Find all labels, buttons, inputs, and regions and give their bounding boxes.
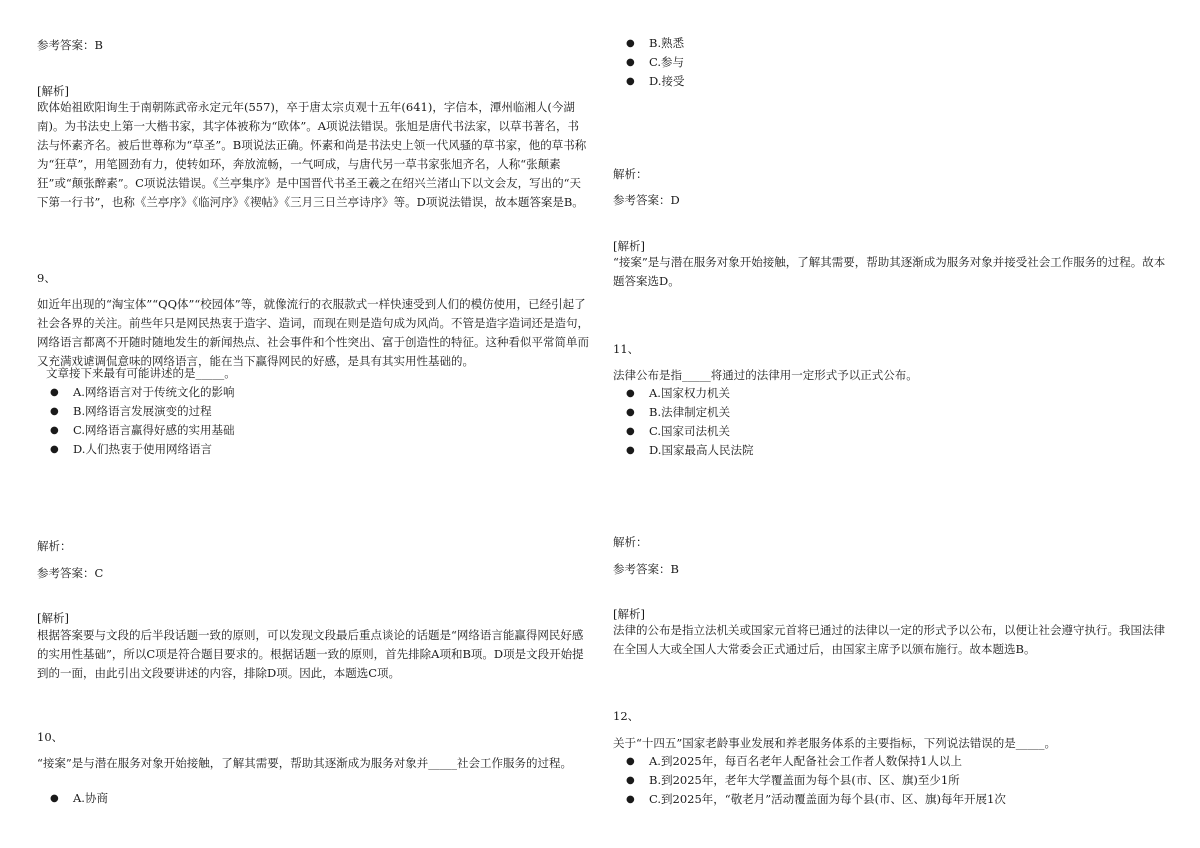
- q11-stem: 法律公布是指_____将通过的法律用一定形式予以正式公布。: [613, 368, 918, 382]
- q9-question: 文章接下来最有可能讲述的是_____。: [46, 366, 236, 380]
- option-item[interactable]: ● C.到2025年，“敬老月”活动覆盖面为每个县(市、区、旗)每年开展1次: [626, 792, 1006, 806]
- q10-number: 10、: [37, 730, 64, 744]
- option-item[interactable]: ● C.网络语言赢得好感的实用基础: [50, 423, 235, 437]
- q9-options: [37, 383, 590, 459]
- q10-stem: “接案”是与潜在服务对象开始接触，了解其需要，帮助其逐渐成为服务对象并_____社会工作服务的过程。: [37, 756, 573, 770]
- q10-options-right: [613, 34, 1166, 91]
- q10-options-left: [37, 789, 590, 808]
- option-item[interactable]: ● B.网络语言发展演变的过程: [50, 404, 212, 418]
- q9-analysis-label: [解析]: [37, 611, 69, 625]
- option-item[interactable]: ● A.国家权力机关: [626, 386, 730, 400]
- q8-analysis-label: [解析]: [37, 84, 69, 98]
- option-item[interactable]: ● B.到2025年，老年大学覆盖面为每个县(市、区、旗)至少1所: [626, 773, 960, 787]
- q9-jiexi-label: 解析：: [37, 539, 72, 553]
- q12-options: [613, 752, 1166, 809]
- q9-answer: 参考答案：C: [37, 566, 104, 580]
- option-item[interactable]: ● B.熟悉: [626, 36, 685, 50]
- option-item[interactable]: ● A.协商: [50, 791, 108, 805]
- q11-jiexi-label: 解析：: [613, 535, 648, 549]
- option-item[interactable]: ● C.参与: [626, 55, 685, 69]
- q9-number: 9、: [37, 271, 56, 285]
- q10-jiexi-label: 解析：: [613, 167, 648, 181]
- q8-answer: 参考答案：B: [37, 38, 103, 52]
- q12-number: 12、: [613, 709, 640, 723]
- q10-answer: 参考答案：D: [613, 193, 680, 207]
- q10-analysis-label: [解析]: [613, 239, 645, 253]
- q10-analysis-text: “接案”是与潜在服务对象开始接触，了解其需要，帮助其逐渐成为服务对象并接受社会工作服务的过程。故本题答案选D。: [613, 255, 1166, 288]
- q11-answer: 参考答案：B: [613, 562, 679, 576]
- q12-stem: 关于“十四五”国家老龄事业发展和养老服务体系的主要指标，下列说法错误的是_____。: [613, 736, 1057, 750]
- option-item[interactable]: ● B.法律制定机关: [626, 405, 731, 419]
- q11-analysis-label: [解析]: [613, 607, 645, 621]
- q11-analysis-text: 法律的公布是指立法机关或国家元首将已通过的法律以一定的形式予以公布，以便让社会遵守执行。我国法律在全国人大或全国人大常委会正式通过后，由国家主席予以颁布施行。故本题选B。: [613, 623, 1165, 656]
- q9-stem: 如近年出现的“淘宝体”“QQ体”“校园体”等，就像流行的衣服款式一样快速受到人们的模仿使用，已经引起了社会各界的关注。前些年只是网民热衷于造字、造词，而现在则是造句成为风尚。不管是造字造词还是造句，网络语言都离不开随时随地发生的新闻热点、社会事件和个性突出、富于创造性的特征。这种看似平常简单而又充满戏谑调侃意味的网络语言，能在当下赢得网民的好感，是具有其实用性基础的。: [37, 297, 589, 368]
- option-item[interactable]: ● A.到2025年，每百名老年人配备社会工作者人数保持1人以上: [626, 754, 963, 768]
- option-item[interactable]: ● D.接受: [626, 74, 685, 88]
- q9-analysis-text: 根据答案要与文段的后半段话题一致的原则，可以发现文段最后重点谈论的话题是“网络语言能赢得网民好感的实用性基础”，所以C项是符合题目要求的。根据话题一致的原则，首先排除A项和B项。D项是文段开始提到的一面，由此引出文段要讲述的内容，排除D项。因此，本题选C项。: [37, 628, 584, 680]
- option-item[interactable]: ● A.网络语言对于传统文化的影响: [50, 385, 235, 399]
- option-item[interactable]: ● D.国家最高人民法院: [626, 443, 754, 457]
- option-item[interactable]: ● C.国家司法机关: [626, 424, 731, 438]
- option-item[interactable]: ● D.人们热衷于使用网络语言: [50, 442, 212, 456]
- q8-analysis-text: 欧体始祖欧阳询生于南朝陈武帝永定元年(557)，卒于唐太宗贞观十五年(641)，字信本，潭州临湘人(今湖南)。为书法史上第一大楷书家，其字体被称为“欧体”。A项说法错误。张旭是唐代书法家，以草书著名，书法与怀素齐名。被后世尊称为“草圣”。B项说法正确。怀素和尚是书法史上领一代风骚的草书家，他的草书称为“狂草”，用笔圆劲有力，使转如环，奔放流畅，一气呵成，与唐代另一草书家张旭齐名，人称“张颠素狂”或“颠张醉素”。C项说法错误。《兰亭集序》是中国晋代书圣王羲之在绍兴兰渚山下以文会友，写出的“天下第一行书”，也称《兰亭序》《临河序》《禊帖》《三月三日兰亭诗序》等。D项说法错误，故本题答案是B。: [37, 100, 587, 209]
- q11-options: [613, 384, 1166, 460]
- q11-number: 11、: [613, 342, 640, 356]
